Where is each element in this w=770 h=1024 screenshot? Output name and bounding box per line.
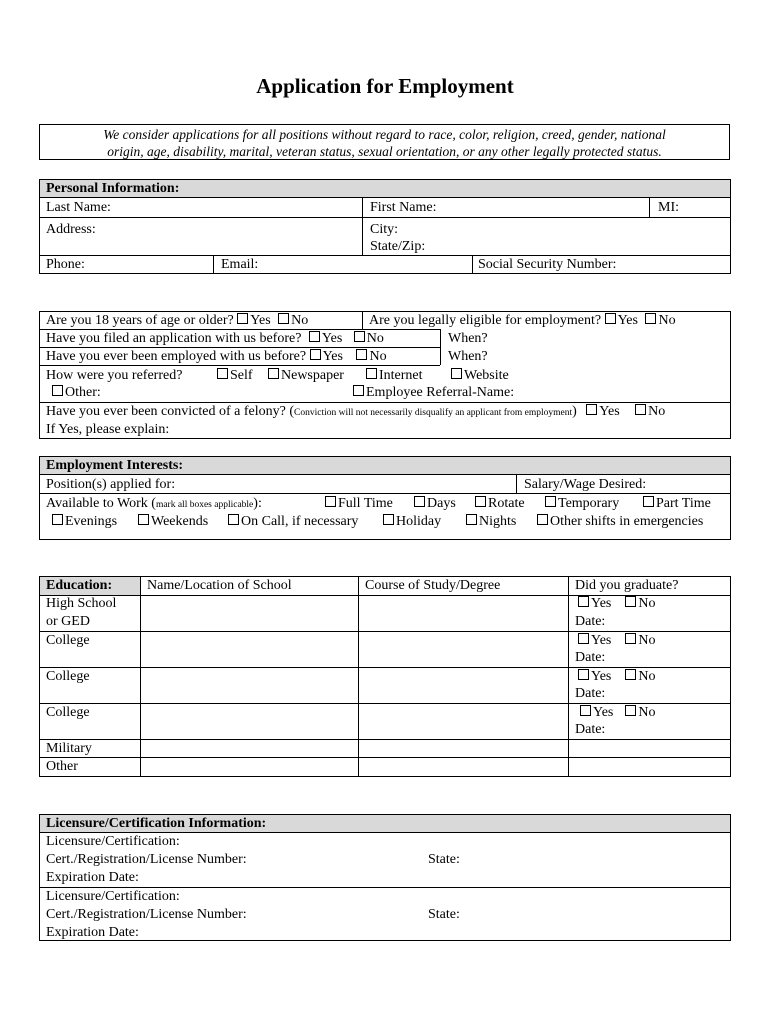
checkbox-label: Newspaper (281, 368, 344, 383)
education-section (39, 576, 731, 777)
city-field[interactable]: City: (370, 222, 399, 237)
column-school: Name/Location of School (147, 578, 292, 593)
section-header: Employment Interests: (40, 457, 730, 475)
eligible-yes-checkbox[interactable] (605, 313, 616, 324)
row-college-1: College (46, 633, 90, 648)
column-course: Course of Study/Degree (365, 578, 501, 593)
checkbox-label: No (638, 596, 656, 611)
college2-graduate (578, 668, 656, 685)
checkbox-label: No (638, 633, 656, 648)
address-field[interactable]: Address: (46, 222, 96, 237)
licensure-section (39, 814, 731, 941)
checkbox-label: Weekends (151, 514, 209, 529)
row-other: Other (46, 759, 78, 774)
cert-2-expiration-field[interactable]: Expiration Date: (46, 925, 139, 940)
available-close: ): (253, 496, 262, 511)
row-military: Military (46, 741, 92, 756)
checkbox-label: No (291, 313, 309, 328)
employment-interests-section (39, 456, 731, 540)
website-checkbox[interactable] (451, 368, 462, 379)
personal-information-section (39, 179, 731, 274)
section-header: Personal Information: (40, 180, 730, 198)
part-time-checkbox[interactable] (643, 496, 654, 507)
referral-other (52, 384, 101, 401)
felony-no-checkbox[interactable] (635, 404, 646, 415)
checkbox-label: Self (230, 368, 253, 383)
other-checkbox[interactable] (52, 385, 63, 396)
checkbox-label: Yes (591, 596, 612, 611)
holiday-checkbox[interactable] (383, 514, 394, 525)
college3-no-checkbox[interactable] (625, 705, 636, 716)
checkbox-label: No (658, 313, 676, 328)
college2-date-field[interactable]: Date: (575, 686, 606, 701)
on-call-checkbox[interactable] (228, 514, 239, 525)
age-no-checkbox[interactable] (278, 313, 289, 324)
filed-question-label: Have you filed an application with us before? (46, 331, 302, 346)
option-full-time (325, 495, 393, 512)
checkbox-label: Yes (617, 313, 638, 328)
checkbox-label: On Call, if necessary (241, 514, 359, 529)
employed-yes-checkbox[interactable] (310, 349, 321, 360)
felony-note: Conviction will not necessarily disqualify an applicant from employment (294, 408, 573, 418)
option-rotate (475, 495, 525, 512)
email-field[interactable]: Email: (221, 257, 259, 272)
employed-question (46, 348, 387, 365)
self-checkbox[interactable] (217, 368, 228, 379)
option-weekends (138, 513, 208, 530)
college1-graduate (578, 632, 656, 649)
evenings-checkbox[interactable] (52, 514, 63, 525)
eligible-no-checkbox[interactable] (645, 313, 656, 324)
days-checkbox[interactable] (414, 496, 425, 507)
option-part-time (643, 495, 711, 512)
internet-checkbox[interactable] (366, 368, 377, 379)
weekends-checkbox[interactable] (138, 514, 149, 525)
option-on-call (228, 513, 358, 530)
column-graduate: Did you graduate? (575, 578, 679, 593)
full-time-checkbox[interactable] (325, 496, 336, 507)
checkbox-label: No (638, 669, 656, 684)
row-high-school: High School (46, 596, 117, 611)
first-name-field[interactable]: First Name: (370, 200, 437, 215)
equal-opportunity-statement (39, 124, 730, 160)
college1-date-field[interactable]: Date: (575, 650, 606, 665)
row-college-3: College (46, 705, 90, 720)
college3-date-field[interactable]: Date: (575, 722, 606, 737)
checkbox-label: No (366, 331, 384, 346)
checkbox-label: Temporary (558, 496, 620, 511)
referred-question-label: How were you referred? (46, 368, 183, 383)
option-days (414, 495, 456, 512)
filed-no-checkbox[interactable] (354, 331, 365, 342)
eligible-question-label: Are you legally eligible for employment? (369, 313, 602, 328)
cert-1-expiration-field[interactable]: Expiration Date: (46, 870, 139, 885)
other-shifts-checkbox[interactable] (537, 514, 548, 525)
hs-date-field[interactable]: Date: (575, 614, 606, 629)
felony-question (46, 403, 665, 422)
eligible-question (369, 312, 676, 329)
employed-when-field[interactable]: When? (448, 349, 488, 364)
form-title: Application for Employment (256, 74, 514, 98)
college1-no-checkbox[interactable] (625, 633, 636, 644)
section-header: Licensure/Certification Information: (40, 815, 730, 833)
cert-2-field[interactable]: Licensure/Certification: (46, 889, 180, 904)
employee-referral-checkbox[interactable] (353, 385, 364, 396)
hs-graduate (578, 595, 656, 612)
option-other-shifts (537, 513, 703, 530)
felony-note-open: ( (289, 404, 295, 419)
checkbox-label: Yes (322, 349, 343, 364)
checkbox-label: Internet (379, 368, 423, 383)
filed-question (46, 330, 384, 347)
ssn-field[interactable]: Social Security Number: (478, 257, 617, 272)
general-questions-section (39, 311, 731, 439)
checkbox-label: Yes (591, 669, 612, 684)
available-note: mark all boxes applicable (155, 500, 254, 510)
checkbox-label: Other: (65, 385, 101, 400)
option-temporary (545, 495, 619, 512)
filed-yes-checkbox[interactable] (309, 331, 320, 342)
option-holiday (383, 513, 441, 530)
hs-yes-checkbox[interactable] (578, 596, 589, 607)
rotate-checkbox[interactable] (475, 496, 486, 507)
option-evenings (52, 513, 117, 530)
row-ged: or GED (46, 614, 90, 629)
college1-yes-checkbox[interactable] (578, 633, 589, 644)
nights-checkbox[interactable] (466, 514, 477, 525)
checkbox-label: Website (464, 368, 509, 383)
cert-1-state-field[interactable]: State: (428, 852, 460, 867)
checkbox-label: Evenings (65, 514, 118, 529)
available-label (46, 495, 262, 514)
positions-field[interactable]: Position(s) applied for: (46, 477, 176, 492)
checkbox-label: Yes (591, 633, 612, 648)
checkbox-label: Rotate (488, 496, 525, 511)
checkbox-label: No (369, 349, 387, 364)
checkbox-label: Other shifts in emergencies (550, 514, 704, 529)
hs-no-checkbox[interactable] (625, 596, 636, 607)
checkbox-label: No (648, 404, 666, 419)
referral-newspaper (268, 367, 344, 384)
last-name-field[interactable]: Last Name: (46, 200, 111, 215)
felony-explain-field[interactable]: If Yes, please explain: (46, 422, 170, 437)
age-question-label: Are you 18 years of age or older? (46, 313, 234, 328)
statement-line-2: origin, age, disability, marital, veteran status, sexual orientation, or any other legally protected status. (107, 144, 662, 159)
felony-yes-checkbox[interactable] (586, 404, 597, 415)
checkbox-label: Yes (593, 705, 614, 720)
row-college-2: College (46, 669, 90, 684)
available-text: Available to Work ( (46, 496, 156, 511)
cert-1-number-field[interactable]: Cert./Registration/License Number: (46, 852, 247, 867)
checkbox-label: Holiday (396, 514, 442, 529)
state-zip-field[interactable]: State/Zip: (370, 239, 426, 254)
temporary-checkbox[interactable] (545, 496, 556, 507)
age-yes-checkbox[interactable] (237, 313, 248, 324)
checkbox-label: Nights (479, 514, 517, 529)
referral-employee (353, 384, 514, 401)
college2-no-checkbox[interactable] (625, 669, 636, 680)
employed-question-label: Have you ever been employed with us before? (46, 349, 307, 364)
checkbox-label: Employee Referral-Name: (366, 385, 515, 400)
checkbox-label: Yes (250, 313, 271, 328)
college3-yes-checkbox[interactable] (580, 705, 591, 716)
referral-website (451, 367, 509, 384)
referral-internet (366, 367, 423, 384)
age-question (46, 312, 308, 329)
salary-field[interactable]: Salary/Wage Desired: (524, 477, 647, 492)
education-header: Education: (46, 578, 113, 593)
filed-when-field[interactable]: When? (448, 331, 488, 346)
checkbox-label: Full Time (338, 496, 393, 511)
option-nights (466, 513, 516, 530)
statement-line-1: We consider applications for all positions without regard to race, color, religion, creed, gender, national (103, 127, 666, 142)
checkbox-label: No (638, 705, 656, 720)
checkbox-label: Yes (599, 404, 620, 419)
felony-note-close: ) (572, 404, 577, 419)
phone-field[interactable]: Phone: (46, 257, 85, 272)
checkbox-label: Days (427, 496, 456, 511)
referral-self (217, 367, 253, 384)
felony-question-label: Have you ever been convicted of a felony? (46, 404, 286, 419)
checkbox-label: Part Time (656, 496, 711, 511)
employed-no-checkbox[interactable] (356, 349, 367, 360)
cert-2-number-field[interactable]: Cert./Registration/License Number: (46, 907, 247, 922)
cert-1-field[interactable]: Licensure/Certification: (46, 834, 180, 849)
middle-initial-field[interactable]: MI: (658, 200, 679, 215)
newspaper-checkbox[interactable] (268, 368, 279, 379)
college3-graduate (580, 704, 656, 721)
college2-yes-checkbox[interactable] (578, 669, 589, 680)
checkbox-label: Yes (321, 331, 343, 346)
cert-2-state-field[interactable]: State: (428, 907, 460, 922)
